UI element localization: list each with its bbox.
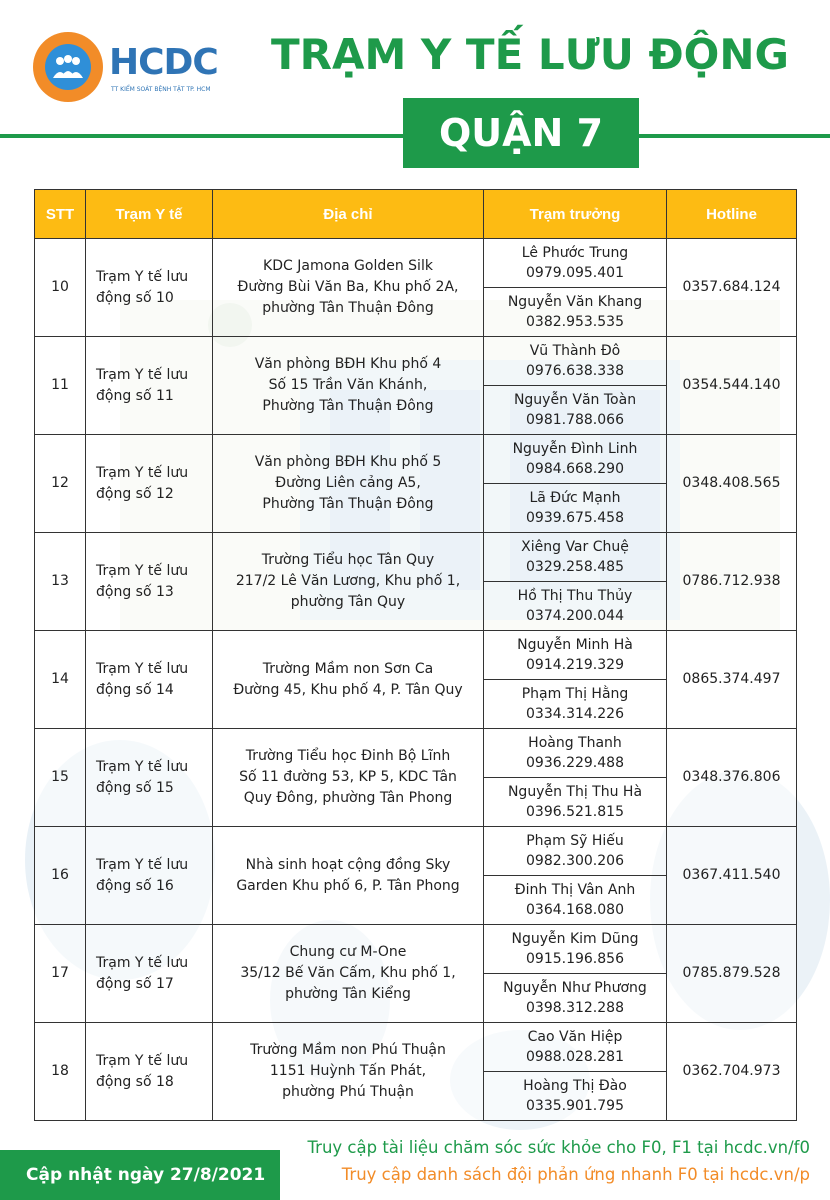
chief-cell — [484, 1023, 667, 1072]
hotline: 0362.704.973 — [667, 1023, 797, 1121]
row-stt: 15 — [35, 729, 86, 827]
address-line: Phường Tân Thuận Đông — [262, 398, 434, 414]
chief-name: Hoàng Thị Đào — [523, 1078, 627, 1094]
row-stt: 14 — [35, 631, 86, 729]
chief-cell — [484, 729, 667, 778]
chief-cell — [484, 337, 667, 386]
hotline: 0354.544.140 — [667, 337, 797, 435]
chief-cell — [484, 435, 667, 484]
station-name-line: động số 16 — [96, 877, 174, 894]
chief-cell — [484, 288, 667, 337]
chief-name: Cao Văn Hiệp — [527, 1029, 623, 1045]
col-header-address: Địa chỉ — [213, 190, 484, 239]
row-stt: 12 — [35, 435, 86, 533]
logo-text: HCDC — [109, 42, 218, 83]
station-name-line: Trạm Y tế lưu — [96, 758, 189, 775]
chief-phone: 0398.312.288 — [526, 1000, 624, 1016]
chief-cell — [484, 533, 667, 582]
address-line: phường Tân Thuận Đông — [262, 300, 434, 316]
chief-cell — [484, 925, 667, 974]
table-row — [35, 631, 797, 680]
station-address — [213, 239, 484, 337]
station-name-line: động số 14 — [96, 681, 174, 698]
station-name — [86, 631, 213, 729]
chief-name: Nguyễn Kim Dũng — [511, 931, 639, 947]
chief-phone: 0334.314.226 — [526, 706, 624, 722]
table-body — [35, 239, 797, 1121]
station-name — [86, 239, 213, 337]
hotline: 0357.684.124 — [667, 239, 797, 337]
f0-care-link[interactable]: Truy cập tài liệu chăm sóc sức khỏe cho F0, F1 tại hcdc.vn/f0 — [307, 1138, 810, 1157]
station-name — [86, 337, 213, 435]
row-stt: 17 — [35, 925, 86, 1023]
table-row — [35, 1023, 797, 1072]
table-row — [35, 925, 797, 974]
chief-phone: 0364.168.080 — [526, 902, 624, 918]
row-stt: 13 — [35, 533, 86, 631]
chief-cell — [484, 778, 667, 827]
hotline: 0865.374.497 — [667, 631, 797, 729]
f0-response-link[interactable]: Truy cập danh sách đội phản ứng nhanh F0 tại hcdc.vn/p — [341, 1165, 810, 1184]
station-name-line: động số 15 — [96, 779, 174, 796]
station-address — [213, 925, 484, 1023]
hcdc-logo — [33, 32, 218, 102]
station-name — [86, 533, 213, 631]
chief-phone: 0988.028.281 — [526, 1049, 624, 1065]
chief-cell — [484, 1072, 667, 1121]
chief-name: Nguyễn Đình Linh — [512, 441, 638, 457]
address-line: Trường Tiểu học Đinh Bộ Lĩnh — [245, 748, 451, 764]
station-address — [213, 337, 484, 435]
station-address — [213, 729, 484, 827]
table-row — [35, 533, 797, 582]
address-line: Nhà sinh hoạt cộng đồng Sky — [245, 856, 451, 873]
table-row — [35, 729, 797, 778]
page-title: TRẠM Y TẾ LƯU ĐỘNG — [270, 30, 789, 79]
chief-phone: 0984.668.290 — [526, 461, 624, 477]
table-row — [35, 337, 797, 386]
chief-cell — [484, 680, 667, 729]
address-line: Chung cư M-One — [289, 944, 407, 960]
chief-name: Nguyễn Minh Hà — [517, 637, 633, 653]
chief-phone: 0329.258.485 — [526, 559, 624, 575]
address-line: 35/12 Bế Văn Cấm, Khu phố 1, — [240, 965, 456, 981]
address-line: Garden Khu phố 6, P. Tân Phong — [236, 877, 460, 894]
col-header-stt: STT — [35, 190, 86, 239]
row-stt: 11 — [35, 337, 86, 435]
station-name-line: động số 12 — [96, 485, 174, 502]
hotline: 0785.879.528 — [667, 925, 797, 1023]
chief-name: Xiêng Var Chuệ — [521, 539, 629, 555]
people-icon — [51, 54, 85, 80]
row-stt: 18 — [35, 1023, 86, 1121]
station-table — [34, 189, 796, 1121]
table-header-row — [35, 190, 797, 239]
station-name — [86, 827, 213, 925]
chief-cell — [484, 386, 667, 435]
station-name-line: Trạm Y tế lưu — [96, 366, 189, 383]
chief-phone: 0915.196.856 — [526, 951, 624, 967]
chief-phone: 0382.953.535 — [526, 314, 624, 330]
station-name-line: Trạm Y tế lưu — [96, 268, 189, 285]
chief-cell — [484, 876, 667, 925]
chief-cell — [484, 827, 667, 876]
hotline: 0367.411.540 — [667, 827, 797, 925]
address-line: 217/2 Lê Văn Lương, Khu phố 1, — [235, 573, 461, 589]
chief-phone: 0981.788.066 — [526, 412, 624, 428]
chief-cell — [484, 239, 667, 288]
station-name-line: Trạm Y tế lưu — [96, 954, 189, 971]
station-name-line: Trạm Y tế lưu — [96, 856, 189, 873]
address-line: Trường Mầm non Sơn Ca — [262, 660, 434, 677]
station-name-line: Trạm Y tế lưu — [96, 1052, 189, 1069]
chief-cell — [484, 582, 667, 631]
station-name-line: Trạm Y tế lưu — [96, 464, 189, 481]
chief-name: Nguyễn Thị Thu Hà — [507, 784, 643, 800]
chief-phone: 0335.901.795 — [526, 1098, 624, 1114]
chief-name: Hoàng Thanh — [528, 735, 622, 751]
address-line: phường Tân Kiểng — [285, 986, 411, 1002]
address-line: Văn phòng BĐH Khu phố 4 — [254, 356, 442, 372]
col-header-hotline: Hotline — [667, 190, 797, 239]
address-line: phường Phú Thuận — [282, 1084, 414, 1100]
station-name — [86, 925, 213, 1023]
address-line: Số 11 đường 53, KP 5, KDC Tân — [239, 769, 457, 785]
district-badge: QUẬN 7 — [403, 98, 639, 168]
address-line: Phường Tân Thuận Đông — [262, 496, 434, 512]
chief-phone: 0939.675.458 — [526, 510, 624, 526]
chief-phone: 0396.521.815 — [526, 804, 624, 820]
station-name — [86, 729, 213, 827]
update-date-banner: Cập nhật ngày 27/8/2021 — [0, 1150, 280, 1200]
chief-phone: 0914.219.329 — [526, 657, 624, 673]
station-name-line: động số 10 — [96, 289, 174, 306]
address-line: Trường Tiểu học Tân Quy — [261, 552, 435, 568]
address-line: Đường Liên cảng A5, — [275, 475, 421, 491]
address-line: KDC Jamona Golden Silk — [263, 258, 433, 274]
row-stt: 10 — [35, 239, 86, 337]
table-row — [35, 435, 797, 484]
chief-name: Phạm Thị Hằng — [521, 686, 629, 702]
station-name-line: Trạm Y tế lưu — [96, 562, 189, 579]
logo-subtitle: TT KIỂM SOÁT BỆNH TẬT TP. HCM — [111, 86, 211, 93]
chief-phone: 0374.200.044 — [526, 608, 624, 624]
station-address — [213, 1023, 484, 1121]
station-name-line: động số 11 — [96, 387, 174, 404]
table-row — [35, 239, 797, 288]
station-name-line: động số 18 — [96, 1073, 174, 1090]
hotline: 0348.408.565 — [667, 435, 797, 533]
station-address — [213, 435, 484, 533]
chief-cell — [484, 484, 667, 533]
chief-name: Nguyễn Văn Toàn — [513, 392, 637, 408]
col-header-station: Trạm Y tế — [86, 190, 213, 239]
chief-name: Lã Đức Mạnh — [529, 490, 621, 506]
station-name-line: động số 17 — [96, 975, 174, 992]
address-line: Đường 45, Khu phố 4, P. Tân Quy — [233, 681, 463, 698]
chief-name: Nguyễn Như Phương — [503, 980, 647, 996]
chief-name: Nguyễn Văn Khang — [507, 294, 643, 310]
chief-name: Vũ Thành Đô — [529, 343, 621, 359]
station-name-line: động số 13 — [96, 583, 174, 600]
address-line: Văn phòng BĐH Khu phố 5 — [254, 454, 442, 470]
chief-phone: 0936.229.488 — [526, 755, 624, 771]
station-address — [213, 827, 484, 925]
table-row — [35, 827, 797, 876]
hotline: 0786.712.938 — [667, 533, 797, 631]
station-name — [86, 1023, 213, 1121]
chief-cell — [484, 631, 667, 680]
station-address — [213, 631, 484, 729]
station-address — [213, 533, 484, 631]
station-name-line: Trạm Y tế lưu — [96, 660, 189, 677]
col-header-chief: Trạm trưởng — [484, 190, 667, 239]
chief-name: Phạm Sỹ Hiếu — [526, 833, 624, 849]
chief-phone: 0979.095.401 — [526, 265, 624, 281]
row-stt: 16 — [35, 827, 86, 925]
chief-name: Hồ Thị Thu Thủy — [517, 588, 633, 604]
address-line: Đường Bùi Văn Ba, Khu phố 2A, — [237, 279, 459, 295]
address-line: Trường Mầm non Phú Thuận — [250, 1042, 446, 1058]
chief-phone: 0982.300.206 — [526, 853, 624, 869]
station-name — [86, 435, 213, 533]
address-line: Số 15 Trần Văn Khánh, — [268, 377, 428, 393]
address-line: phường Tân Quy — [290, 594, 406, 610]
chief-name: Đinh Thị Vân Anh — [514, 882, 636, 898]
chief-name: Lê Phước Trung — [521, 245, 629, 261]
address-line: 1151 Huỳnh Tấn Phát, — [269, 1063, 427, 1079]
chief-cell — [484, 974, 667, 1023]
address-line: Quy Đông, phường Tân Phong — [243, 790, 453, 806]
hotline: 0348.376.806 — [667, 729, 797, 827]
chief-phone: 0976.638.338 — [526, 363, 624, 379]
